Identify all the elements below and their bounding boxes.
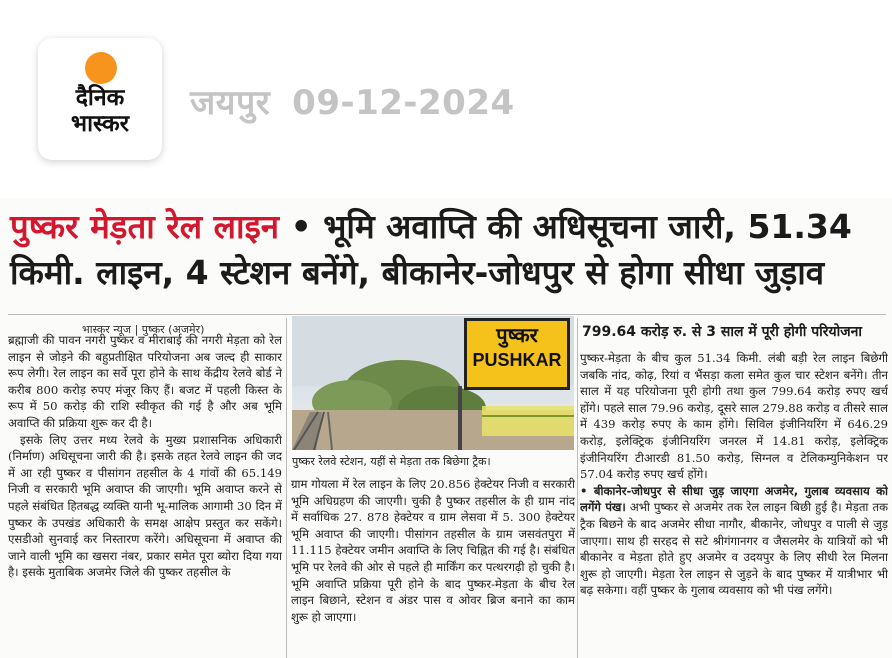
column-divider (286, 318, 287, 658)
byline: भास्कर न्यूज | पुष्कर (अजमेर) (82, 323, 205, 336)
logo-line1: दैनिक (75, 85, 125, 111)
column-divider (577, 318, 578, 658)
article-column-2 (291, 476, 575, 658)
logo-line2: भास्कर (70, 111, 130, 137)
headline-kicker: पुष्कर मेड़ता रेल लाइन (10, 207, 280, 246)
date-label: 09-12-2024 (292, 83, 515, 123)
headline (10, 204, 890, 296)
paragraph (580, 483, 888, 599)
station-nameboard (464, 318, 570, 390)
newspaper-clipping (0, 198, 892, 658)
paragraph: इसके लिए उत्तर मध्य रेलवे के मुख्य प्रशासनिक अधिकारी (निर्माण) अधिसूचना जारी की है। इसके तहत रेलवे लाइन की जद में आ रही पुष्कर व पीसांगन तहसील के 4 गांवों की 65.149 निजी व सरकारी भूमि अवाप्त की जाएगी। भूमि अवाप्त करने से पहले संबंधित हितबद्ध व्यक्ति यानी भू-मालिक आगामी 30 दिन में पुष्कर के उपखंड अधिकारी के समक्ष आक्षेप प्रस्तुत कर सकेंगे। एसडीओ सुनवाई कर निस्तारण करेंगे। अधिसूचना में अवाप्त की जाने वाली भूमि का खसरा नंबर, प्रकार समेत पूरा ब्योरा दिया गया है। इसके मुताबिक अजमेर जिले की पुष्कर तहसील के (8, 432, 282, 580)
paragraph: ग्राम गोयला में रेल लाइन के लिए 20.856 हेक्टेयर निजी व सरकारी भूमि अधिग्रहण की जाएगी। चुकी है पुष्कर तहसील के ही ग्राम नांद में सर्वाधिक 27. 878 हेक्टेयर व ग्राम लेसवा में 5. 300 हेक्टेयर भूमि अवाप्त की जाएगी। पीसांगन तहसील के ग्राम जसवंतपुरा में 11.115 हेक्टेयर जमीन अवाप्ति के लिए चिह्नित की गई है। संबंधित भूमि पर रेलवे की ओर से पहले ही मार्किंग कर पत्थरगढ़ी हो चुकी है। भूमि अवाप्ति प्रक्रिया पूरी होने के बाद पुष्कर-मेड़ता के बीच रेल लाइन बिछाने, स्टेशन व अंडर पास व ओवर ब्रिज बनाने का काम शुरू हो जाएगा। (291, 477, 575, 624)
headline-bullet: • (290, 207, 312, 246)
sun-icon (85, 52, 117, 84)
bhaskar-logo (38, 38, 162, 160)
paragraph: पुष्कर-मेड़ता के बीच कुल 51.34 किमी. लंबी बड़ी रेल लाइन बिछेगी जबकि नांद, कोढ़, रियां व भैंसड़ा कला समेत कुल चार स्टेशन बनेंगे। तीन साल में यह परियोजना पूरी होगी तथा कुल 799.64 करोड़ रुपए खर्च होंगे। पहले साल 79.96 करोड़, दूसरे साल 279.88 करोड़ व तीसरे साल में 439 करोड़ रुपए के काम होंगे। सिविल इंजीनियरिंग में 646.29 करोड़, इलेक्ट्रिक इंजीनियरिंग जनरल में 14.81 करोड़, इलेक्ट्रिक इंजीनियरिंग टीआरडी 81.50 करोड़, सिग्नल व टेलिकम्युनिकेशन पर 57.04 करोड़ रुपए खर्च होंगे। (580, 351, 888, 482)
headline-line2: किमी. लाइन, 4 स्टेशन बनेंगे, बीकानेर-जोधपुर से होगा सीधा जुड़ाव (10, 253, 825, 292)
board-english: PUSHKAR (472, 350, 562, 370)
city-label: जयपुर (190, 83, 271, 123)
paragraph: ब्रह्माजी की पावन नगरी पुष्कर व मीराबाई की नगरी मेड़ता को रेल लाइन से जोड़ने की बहुप्रतीक्षित परियोजना अब जल्द ही साकार रूप लेगी। रेल लाइन का सर्वे पूरा होने के साथ केंद्रीय रेलवे बोर्ड ने करीब 800 करोड़ रुपए मंजूर किए हैं। बजट में पहली किस्त के रूप में 50 करोड़ की राशि स्वीकृत की गई है और अब भूमि अवाप्ति की प्रक्रिया शुरू कर दी है। (8, 333, 282, 430)
dateline (190, 78, 515, 124)
paragraph-text: अभी पुष्कर से अजमेर तक रेल लाइन बिछी हुई है। मेड़ता तक ट्रैक बिछने के बाद अजमेर सीधा नागौर, बीकानेर, जोधपुर व पाली से जुड़ जाएगा। साथ ही सरहद से सटे श्रीगंगानगर व जैसलमेर के यात्रियों को भी बीकानेर व मेड़ता होते हुए अजमेर व उदयपुर के लिए सीधी रेल मिलना शुरू हो जाएगी। मेड़ता रेल लाइन से जुड़ने के बाद पुष्कर में यात्रीभार भी बढ़ सकेगा। वहीं पुष्कर के गुलाब व्यवसाय को भी पंख लगेंगे। (580, 500, 888, 598)
article-column-1 (8, 332, 282, 658)
subheading: 799.64 करोड़ रु. से 3 साल में पूरी होगी परियोजना (582, 324, 863, 340)
headline-line1-text: भूमि अवाप्ति की अधिसूचना जारी, 51.34 (323, 207, 852, 246)
photo-caption: पुष्कर रेलवे स्टेशन, यहीं से मेड़ता तक बिछेगा ट्रैक। (292, 455, 491, 468)
board-hindi: पुष्कर (496, 323, 538, 347)
headline-line1 (10, 204, 890, 250)
headline-divider (8, 314, 886, 315)
station-photo (292, 316, 574, 450)
bold-lead: • बीकानेर-जोधपुर से सीधा जुड़ जाएगा अजमेर, गुलाब व्यवसाय को लगेंगे पंख। (580, 483, 888, 515)
article-column-3 (580, 350, 888, 658)
